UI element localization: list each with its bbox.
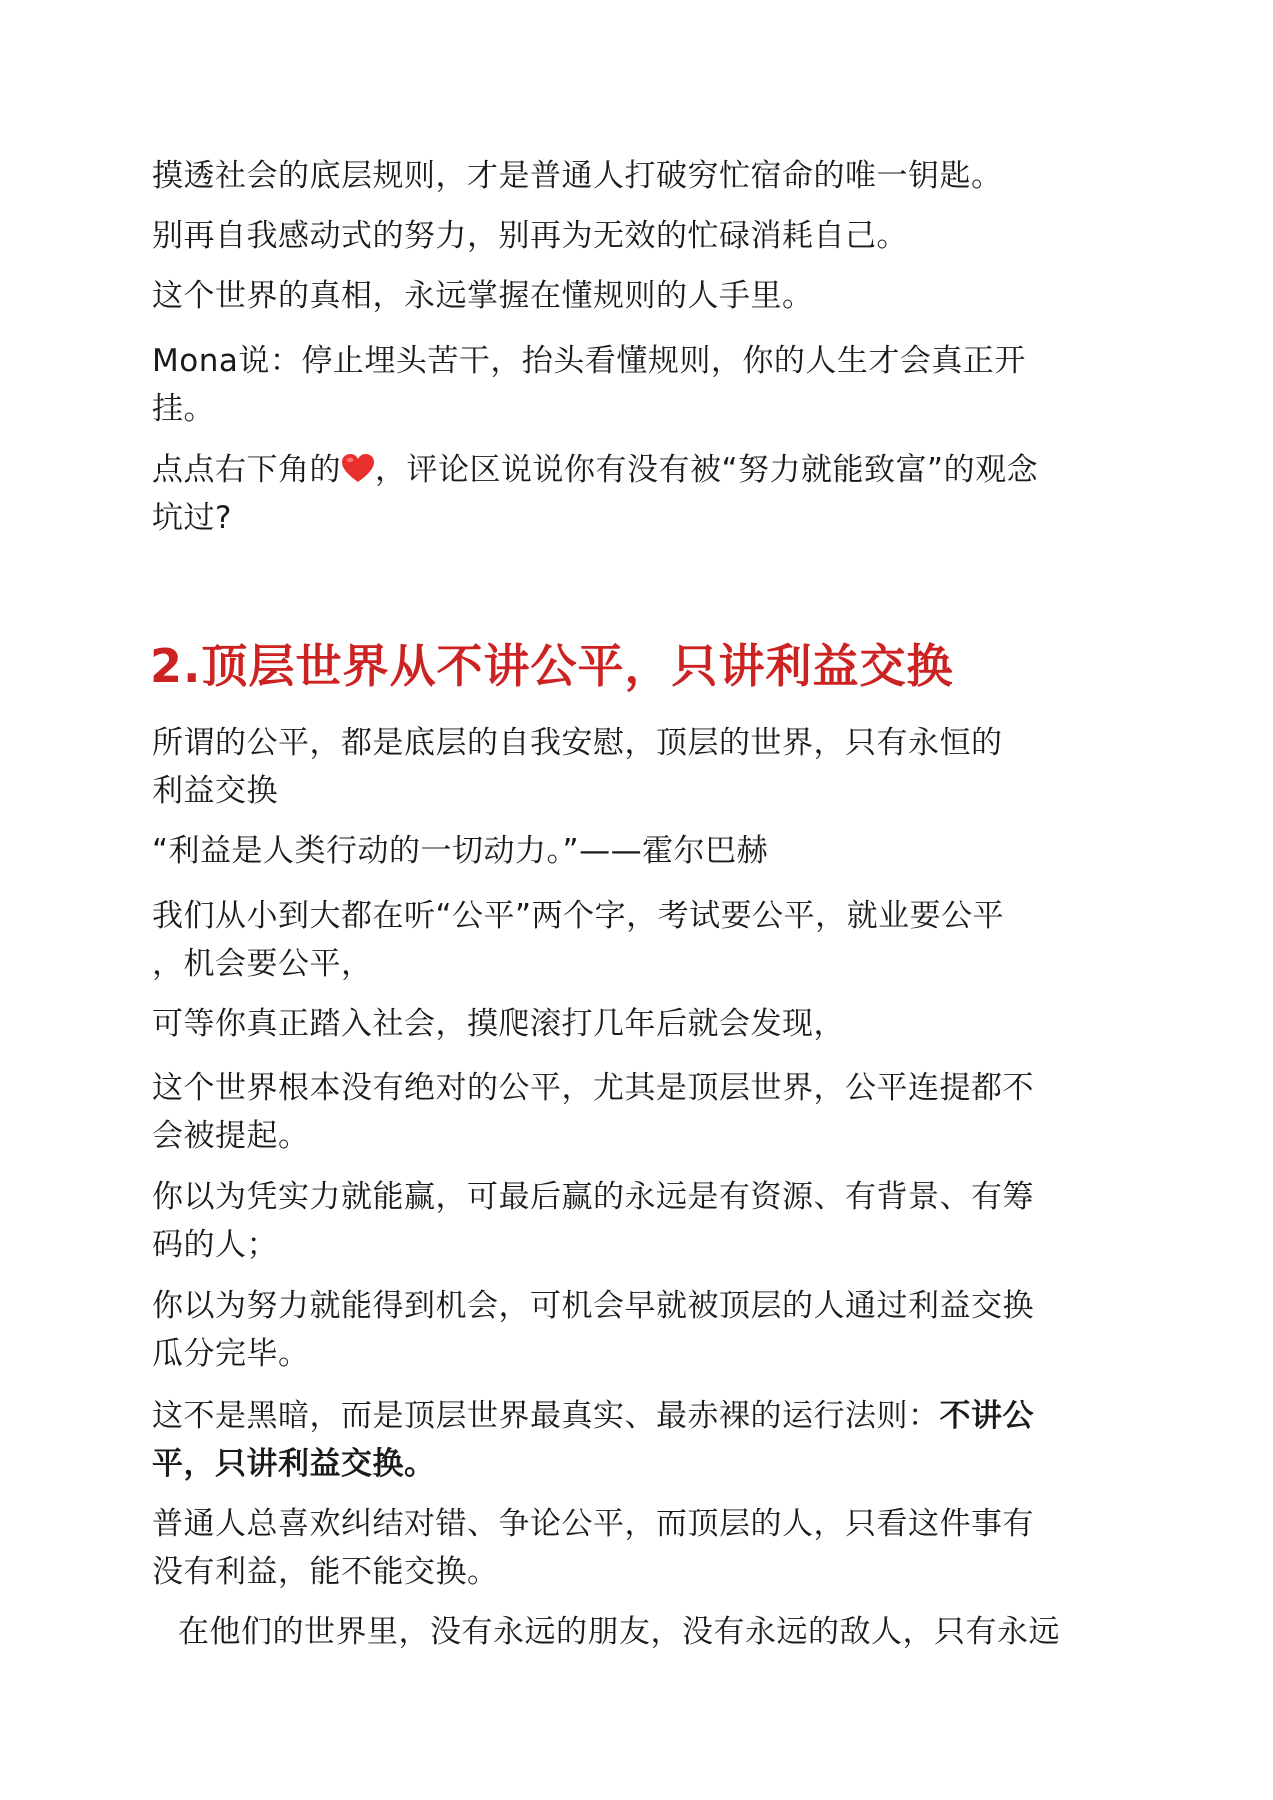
paragraph [178, 1608, 1138, 1656]
paragraph [152, 1000, 1112, 1048]
text-line: 在他们的世界里，没有永远的朋友，没有永远的敌人，只有永远 [178, 1614, 1060, 1650]
text-line: ，机会要公平， [152, 946, 373, 982]
paragraph [152, 212, 1112, 260]
section-heading: 2.顶层世界从不讲公平，只讲利益交换 [150, 639, 954, 693]
bold-text-line: 平，只讲利益交换。 [152, 1446, 436, 1482]
paragraph [152, 1500, 1112, 1596]
text-line: 可等你真正踏入社会，摸爬滚打几年后就会发现， [152, 1006, 845, 1042]
paragraph [152, 1173, 1112, 1269]
paragraph [152, 272, 1112, 320]
text-line: 这个世界的真相，永远掌握在懂规则的人手里。 [152, 278, 814, 314]
text-line: 这个世界根本没有绝对的公平，尤其是顶层世界，公平连提都不 [152, 1070, 1034, 1106]
paragraph [152, 719, 1112, 815]
text-line [152, 1392, 1112, 1440]
text-line: “利益是人类行动的一切动力。”——霍尔巴赫 [152, 833, 769, 869]
paragraph [152, 152, 1112, 200]
text-line: 我们从小到大都在听“公平”两个字，考试要公平，就业要公平 [152, 898, 1005, 934]
text-line: 摸透社会的底层规则，才是普通人打破穷忙宿命的唯一钥匙。 [152, 158, 1003, 194]
text-line: 所谓的公平，都是底层的自我安慰，顶层的世界，只有永恒的 [152, 725, 1003, 761]
text-line: 普通人总喜欢纠结对错、争论公平，而顶层的人，只看这件事有 [152, 1506, 1034, 1542]
text-line: 利益交换 [152, 773, 278, 809]
text-line: Mona说：停止埋头苦干，抬头看懂规则，你的人生才会真正开 [152, 343, 1026, 379]
text-line: 会被提起。 [152, 1118, 310, 1154]
paragraph [152, 1064, 1112, 1160]
text-line [152, 446, 1112, 494]
red-heart-icon [341, 453, 375, 483]
text-line: 没有利益，能不能交换。 [152, 1554, 499, 1590]
paragraph [152, 892, 1112, 988]
paragraph [152, 337, 1112, 433]
text-line: 你以为努力就能得到机会，可机会早就被顶层的人通过利益交换 [152, 1288, 1034, 1324]
quote-paragraph [152, 827, 1112, 875]
text-line: 码的人； [152, 1227, 278, 1263]
text-line: 挂。 [152, 391, 215, 427]
paragraph [152, 1392, 1112, 1488]
text-segment: 点点右下角的 [152, 452, 341, 488]
text-line: 你以为凭实力就能赢，可最后赢的永远是有资源、有背景、有筹 [152, 1179, 1034, 1215]
text-segment: 这不是黑暗，而是顶层世界最真实、最赤裸的运行法则： [152, 1398, 940, 1434]
paragraph [152, 446, 1112, 542]
text-line: 坑过? [152, 500, 232, 536]
paragraph [152, 1282, 1112, 1378]
bold-text: 不讲公 [939, 1398, 1034, 1434]
text-line: 别再自我感动式的努力，别再为无效的忙碌消耗自己。 [152, 218, 908, 254]
text-segment: ，评论区说说你有没有被“努力就能致富”的观念 [375, 452, 1039, 488]
text-line: 瓜分完毕。 [152, 1336, 310, 1372]
